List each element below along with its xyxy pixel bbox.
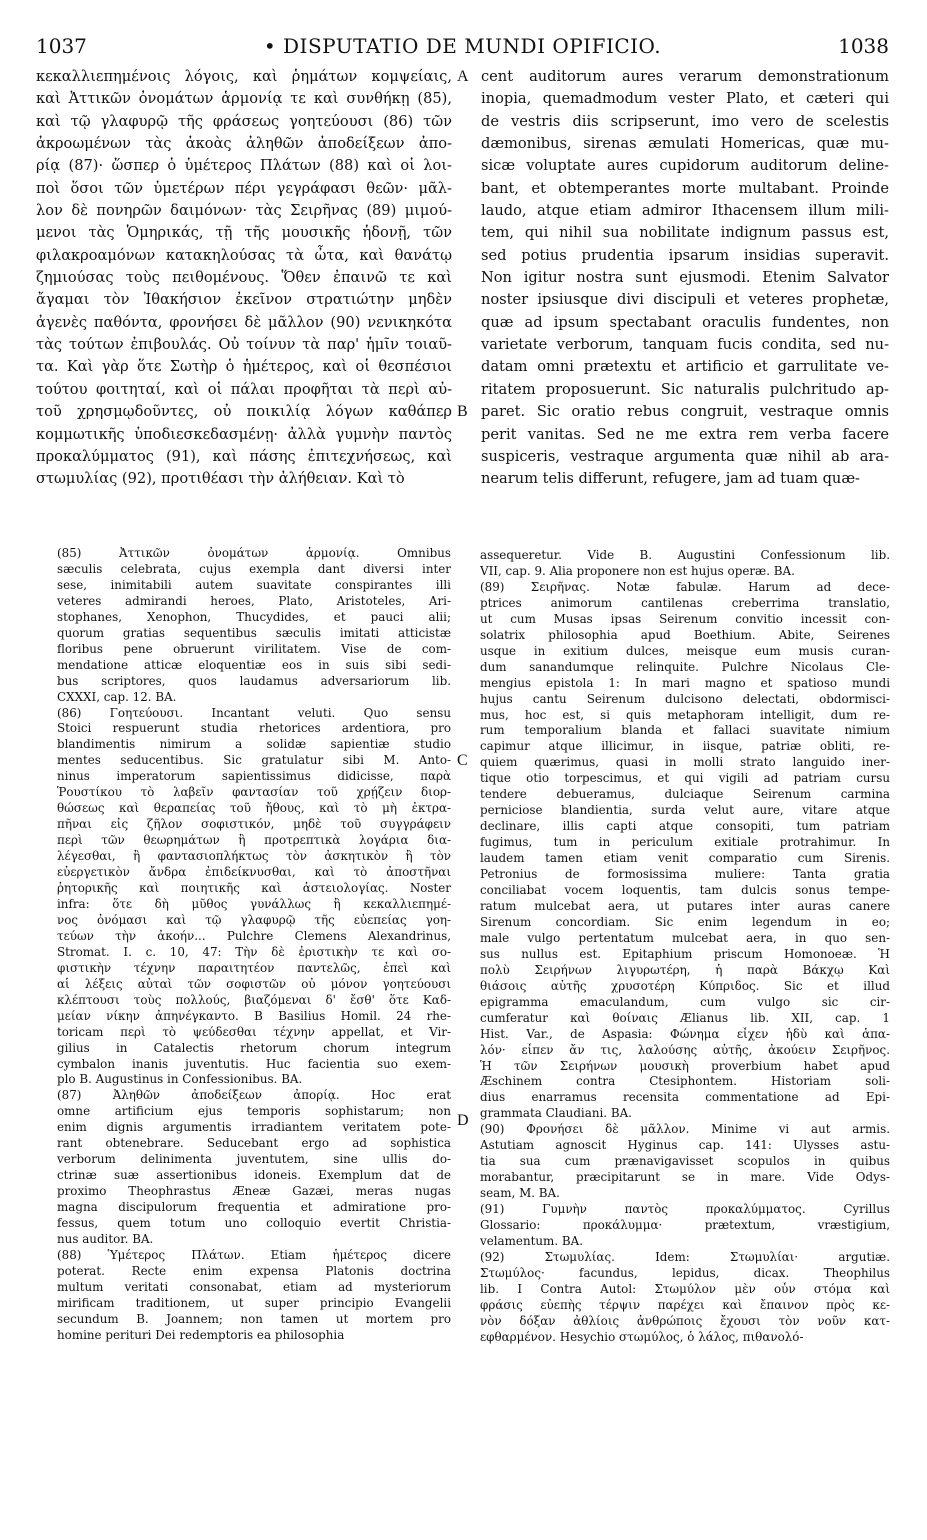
- page-number-right: 1038: [838, 34, 889, 58]
- text-line: assequeretur. Vide B. Augustini Confessionum lib.: [480, 548, 890, 562]
- text-line: plo B. Augustinus in Confessionibus. BA.: [57, 1072, 303, 1087]
- text-line: sese, inimitabili autem suavitate conspirantes illi: [57, 577, 451, 592]
- text-line: dum sanandumque relinquite. Pulchre Nicolaus Cle-: [480, 659, 890, 674]
- text-line: Ῥουστίκου τὸ λαβεῖν φαντασίαν τοῦ χρῄζειν διορ-: [57, 785, 451, 800]
- text-line: nus auditor. BA.: [57, 1231, 154, 1246]
- text-line: multum veritati consonabat, etiam ad mysteriorum: [57, 1279, 451, 1294]
- text-line: epigramma emaculandum, cum vulgo sic cir-: [480, 994, 890, 1009]
- text-line: usque in exitium dulces, meisque eum musis curan-: [480, 643, 890, 658]
- text-line: fugimus, tum in periculum exitiale protrahimur. In: [480, 835, 890, 850]
- page-number-left: 1037: [36, 34, 87, 58]
- text-line: τοῦ χρησμῳδοῦντες, οὐ ποικιλίᾳ λόγων καθάπερ: [36, 403, 452, 421]
- text-line: varietate verborum, tanquam fucis condita, sed nu-: [481, 336, 889, 354]
- text-line: toricam περὶ τὸ ψεύδεσθαι τέχνην appellat, et Vir-: [57, 1024, 451, 1039]
- text-line: ἀγενὲς παθόντα, φρονήσει δὲ μᾶλλον (90) νενικηκότα: [36, 313, 452, 331]
- text-line: hujus cantu Seirenum dulcisono delectati, obdormisci-: [480, 691, 890, 706]
- greek-text-column: [36, 66, 452, 491]
- margin-marker-a: A: [457, 68, 469, 85]
- text-line: de vestris diis scripserunt, imo vero de scelestis: [481, 112, 889, 130]
- text-line: blandimentis nimirum a solidæ sapientiæ studio: [57, 737, 451, 752]
- text-line: dæmonibus, sirenas æmulati Homericas, quæ mu-: [481, 135, 889, 153]
- text-line: Stromat. I. c. 10, 47: Τὴν δὲ ἐριστικὴν τε καὶ σο-: [57, 944, 451, 959]
- latin-text-column: [481, 66, 889, 491]
- text-line: ptrices animorum cantilenas creberrima translatio,: [480, 595, 890, 610]
- text-line: (90) Φρονήσει δὲ μᾶλλον. Minime vi aut armis.: [480, 1122, 890, 1137]
- text-line: λον δὲ πονηρῶν δαιμόνων· τὰς Σειρῆνας (89) μιμού-: [36, 202, 452, 220]
- text-line: seam, M. BA.: [480, 1186, 560, 1201]
- footnotes-right-column: [480, 548, 890, 1346]
- text-line: αἱ λέξεις αὐταὶ τῶν σοφιστῶν οὐ μόνον γοητεύουσι: [57, 976, 451, 991]
- text-line: conciliabat vocem loquentis, tam dulcis sonus tempe-: [480, 883, 890, 898]
- text-line: ratum mulcebat aera, ut putares inter auras canere: [480, 898, 890, 913]
- text-line: ποὶ ὅσοι τῶν ὑμετέρων πέρι γεγράφασι θεῶν· μᾶλ-: [36, 179, 452, 197]
- text-line: sæculis celebrata, cujus exempla dant diversi inter: [57, 561, 451, 576]
- text-line: (88) Ὑμέτερος Πλάτων. Etiam ἡμέτερος dicere: [57, 1247, 451, 1262]
- text-line: verborum delinimenta juventutem, sine ullis do-: [57, 1152, 451, 1167]
- text-line: κλέπτουσι τοὺς πολλούς, βιαζόμεναι δ' ἔσθ' ὅτε Καδ-: [57, 992, 451, 1007]
- text-line: cumferatur καὶ θοίναις Ælianus lib. XII, cap. 1: [480, 1010, 890, 1025]
- text-line: declinare, illis capti atque consopiti, tum patriam: [480, 819, 890, 834]
- margin-marker-b: B: [457, 403, 468, 420]
- text-line: rum temporalium blanda et fallaci suavitate nimium: [480, 723, 890, 738]
- text-line: tia sua cum prænavigavisset scopulos in quibus: [480, 1154, 890, 1169]
- text-line: πῆναι εἰς ζῆλον σοφιστικόν, μηδὲ τοῦ συγγράφειν: [57, 817, 451, 832]
- text-line: morabantur, præcipitarunt se in mare. Vide Odys-: [480, 1170, 890, 1185]
- text-line: Petronius de formosissima muliere: Tanta gratia: [480, 867, 890, 882]
- text-line: Ἡ τῶν Σειρήνων μουσικὴ proverbium habet apud: [480, 1058, 890, 1073]
- text-line: tendere debueramus, dulciaque Seirenum carmina: [480, 787, 890, 802]
- text-line: ζημιούσας τοὺς πειθομένους. Ὅθεν ἐπαινῶ τε καὶ: [36, 269, 452, 287]
- text-line: male vulgo pertentatum mulcebat aera, in quo sen-: [480, 930, 890, 945]
- text-line: ρίᾳ (87)· ὥσπερ ὁ ὑμέτερος Πλάτων (88) καὶ οἱ λοι-: [36, 157, 452, 175]
- text-line: tique otio torpescimus, et qui vigili ad patriam cursu: [480, 771, 890, 786]
- text-line: προκαλύμματος (91), καὶ πάσης ἐπιτεχνήσεως, καὶ: [36, 447, 452, 465]
- text-line: λέγεσθαι, ἢ φαντασιοπλήκτως τὸν ἀσκητικὸν ἢ τὸν: [57, 849, 451, 864]
- text-line: perit vanitas. Sed ne me extra rem verba facere: [481, 425, 889, 443]
- text-line: φράσις εὐεπὴς τέρψιν παρέχει καὶ ἔπαινον πρὸς κε-: [480, 1297, 890, 1312]
- text-line: fessus, quem totum uno colloquio evertit Christia-: [57, 1216, 451, 1231]
- text-line: (86) Γοητεύουσι. Incantant veluti. Quo sensu: [57, 705, 451, 720]
- text-line: grammata Claudiani. BA.: [480, 1106, 632, 1121]
- text-line: mendatione atticæ eloquentiæ eos in suis sibi sedi-: [57, 657, 451, 672]
- text-line: μενοι τὰς Ὁμηρικάς, τῇ τῆς μουσικῆς ἡδονῇ, τῶν: [36, 224, 452, 242]
- text-line: ritatem proposuerunt. Sic naturalis pulchritudo ap-: [481, 380, 889, 398]
- text-line: quæ ad ipsum spectabant oraculis fundentes, non: [481, 313, 889, 331]
- text-line: Hist. Var., de Aspasia: Φώνημα εἶχεν ἡδὺ καὶ ἁπα-: [480, 1026, 890, 1041]
- text-line: θιάσοις αὐτῆς χρυσοτέρη Κύπριδος. Sic et illud: [480, 978, 890, 993]
- text-line: θώσεως καὶ θεραπείας τοῦ ἤθους, καὶ τὸ μὴ ἐκτρα-: [57, 801, 451, 816]
- text-line: cymbalon inanis juventutis. Huc facientia suo exem-: [57, 1056, 451, 1071]
- text-line: τὰς τούτων ἐπιβουλάς. Οὐ τοίνυν τὰ παρ' ἡμῖν τοιαῦ-: [36, 336, 452, 354]
- text-line: capimur atque illicimur, in iisque, patriæ obliti, re-: [480, 739, 890, 754]
- margin-marker-c: C: [457, 752, 468, 769]
- text-line: floribus pene obruerunt virilitatem. Vise de com-: [57, 641, 451, 656]
- text-line: mirificam traditionem, ut super principio Evangelii: [57, 1295, 451, 1310]
- text-line: εὐεργετικὸν ἄνδρα ἐπιδείκνυσθαι, καὶ τὸ ἀποστῆναι: [57, 865, 451, 880]
- text-line: proximo Theophrastus Æneæ Gazæi, meras nugas: [57, 1184, 451, 1199]
- text-line: φιστικὴν τέχνην παραιτητέον παντελῶς, ἐπεὶ καὶ: [57, 960, 451, 975]
- text-line: solatrix philosophia apud Boethium. Abite, Seirenes: [480, 627, 890, 642]
- text-line: (92) Στωμυλίας. Idem: Στωμυλίαι· argutiæ.: [480, 1249, 890, 1264]
- text-line: homine perituri Dei redemptoris ea philosophia: [57, 1327, 345, 1342]
- text-line: ut cum Musas ipsas Seirenum convitio incessit con-: [480, 611, 890, 626]
- text-line: mus, hoc est, si quis metaphoram intelligit, dum re-: [480, 707, 890, 722]
- text-line: (91) Γυμνὴν παντὸς προκαλύμματος. Cyrillus: [480, 1202, 890, 1217]
- page-title: • DISPUTATIO DE MUNDI OPIFICIO.: [263, 34, 662, 58]
- text-line: Æschinem contra Ctesiphontem. Historiam soli-: [480, 1074, 890, 1089]
- text-line: nearum telis differunt, refugere, jam ad tuam quæ-: [481, 470, 860, 488]
- text-line: infra: ὅτε δὴ μῦθος γυνάλλως ἢ κεκαλλιεπημέ-: [57, 896, 451, 911]
- text-line: sicæ voluptate aures cupidorum auditorum deline-: [481, 157, 889, 175]
- text-line: sus nullus est. Epitaphium priscum Homonoeæ. Ἡ: [480, 946, 890, 961]
- text-line: VII, cap. 9. Alia proponere non est hujus operæ. BA.: [480, 563, 795, 578]
- running-header: [36, 34, 889, 62]
- text-line: velamentum. BA.: [480, 1233, 583, 1248]
- text-line: κομμωτικῆς ὑποδιεσκεδασμένῃ· ἀλλὰ γυμνὴν παντὸς: [36, 425, 452, 443]
- text-line: poterat. Recte enim expensa Platonis doctrina: [57, 1263, 451, 1278]
- text-line: φιλακροαμόνων κατακηλούσας τὰ ὦτα, καὶ θανάτῳ: [36, 246, 452, 264]
- text-line: lib. I Contra Autol: Στωμύλον μὲν οὖν στόμα καὶ: [480, 1281, 890, 1296]
- text-line: laudem tamen etiam venit comparatio cum Sirenis.: [480, 851, 890, 866]
- text-line: (89) Σειρῆνας. Notæ fabulæ. Harum ad dece-: [480, 579, 890, 594]
- text-line: ἀκροωμένων τὰς ἀκοὰς ἀληθῶν ἀποδείξεων ἀπο-: [36, 135, 452, 153]
- text-line: sed potius prudentia ipsarum insidias superavit.: [481, 246, 889, 264]
- text-line: λόν· εἶπεν ἄν τις, λαλούσης αὐτῆς, ἀκούειν Σειρῆνος.: [480, 1042, 890, 1057]
- text-line: μείαν νίκην ἀπηνέγκαντο. B Basilius Homil. 24 rhe-: [57, 1008, 451, 1023]
- text-line: perniciose blandientia, surda velut aure, vitare atque: [480, 803, 890, 818]
- text-line: (85) Ἀττικῶν ὀνομάτων ἁρμονίᾳ. Omnibus: [57, 546, 451, 560]
- text-line: secundum B. Joannem; non tamen ut mortem pro: [57, 1311, 451, 1326]
- text-line: quorum gratias sequentibus sæculis imitati atticistæ: [57, 625, 451, 640]
- text-line: εφθαρμένον. Hesychio στωμύλος, ὁ λάλος, πιθανολό-: [480, 1329, 804, 1344]
- text-line: (87) Ἀληθῶν ἀποδείξεων ἀπορίᾳ. Hoc erat: [57, 1088, 451, 1103]
- text-line: bant, et obtemperantes morte multabant. Proinde: [481, 179, 889, 197]
- text-line: ἄγαμαι τὸν Ἰθακήσιον ἐκεῖνον στρατιώτην μηδὲν: [36, 291, 452, 309]
- text-line: Glossario: προκάλυμμα· prætextum, vræstigium,: [480, 1218, 890, 1233]
- text-line: περὶ τῶν θεωρημάτων ἢ προτρεπτικὰ λογάρια δια-: [57, 833, 451, 848]
- text-line: Stoici respuerunt studia rhetorices ardentiora, pro: [57, 721, 451, 736]
- text-line: καὶ Ἀττικῶν ὀνομάτων ἁρμονίᾳ τε καὶ συνθήκῃ (85),: [36, 90, 452, 108]
- text-line: mentes seducentibus. Sic gratulatur sibi M. Anto-: [57, 753, 451, 768]
- text-line: CXXXI, cap. 12. BA.: [57, 689, 177, 704]
- margin-marker-d: D: [457, 1112, 469, 1129]
- text-line: τούτου φοιτηταί, καὶ οἱ πάλαι προφῆται τὰ περὶ αὐ-: [36, 380, 452, 398]
- text-line: quiem quærimus, quasi in molli strato languido iner-: [480, 755, 890, 770]
- text-line: ctrinæ suæ assertionibus idoneis. Exemplum dat de: [57, 1168, 451, 1183]
- text-line: datam omni prætextu et artificio et garrulitate ve-: [481, 358, 889, 376]
- text-line: mengius epistola 1: In mari magno et spatioso mundi: [480, 675, 890, 690]
- text-line: bus scriptores, quos laudamus adversariorum lib.: [57, 673, 451, 688]
- text-line: gilius in Catalectis rhetorum chorum integrum: [57, 1040, 451, 1055]
- text-line: τεύων τὴν ἀκοήν... Pulchre Clemens Alexandrinus,: [57, 928, 451, 943]
- text-line: enim dignis argumentis irradiantem veritatem pote-: [57, 1120, 451, 1135]
- text-line: omne artificium ejus temporis sophistarum; non: [57, 1104, 451, 1119]
- text-line: καὶ τῷ γλαφυρῷ τῆς φράσεως γοητεύουσι (86) τῶν: [36, 112, 452, 130]
- text-line: noster ipsiusque divi discipuli et veteres prophetæ,: [481, 291, 889, 309]
- text-line: ῥητορικῆς καὶ ποιητικῆς καὶ ἀστειολογίας. Noster: [57, 881, 451, 896]
- text-line: νος ὀνόμασι καὶ τῷ γλαφυρῷ τῆς εὐεπείας γοη-: [57, 912, 451, 927]
- text-line: πολὺ Σειρήνων λιγυρωτέρη, ἡ παρὰ Βάκχῳ Καὶ: [480, 962, 890, 977]
- text-line: Sirenum concordiam. Sic enim legendum in eo;: [480, 914, 890, 929]
- text-line: veteres admirandi heroes, Plato, Aristoteles, Ari-: [57, 593, 451, 608]
- text-line: dius enarramus recensita commentatione ad Epi-: [480, 1090, 890, 1105]
- text-line: Astutiam agnoscit Hyginus cap. 141: Ulysses astu-: [480, 1138, 890, 1153]
- text-line: magna discipulorum frequentia et admiratione pro-: [57, 1200, 451, 1215]
- text-line: tem, qui nihil sua nobilitate indignum passus est,: [481, 224, 889, 242]
- text-line: suspiceris, vestraque argumenta quæ nihil ab ara-: [481, 447, 889, 465]
- text-line: Non igitur nostra sunt ejusmodi. Etenim Salvator: [481, 269, 889, 287]
- text-line: Στωμύλος· facundus, lepidus, dicax. Theophilus: [480, 1265, 890, 1280]
- text-line: νὸν δόξαν ἀθλίοις ἀνθρώποις ἔχουσι τὸν νοῦν κατ-: [480, 1313, 890, 1328]
- text-line: cent auditorum aures verarum demonstrationum: [481, 68, 889, 85]
- text-line: στωμυλίας (92), προτιθέασι τὴν ἀλήθειαν. Καὶ τὸ: [36, 470, 405, 488]
- text-line: stophanes, Xenophon, Thucydides, et pauci alii;: [57, 609, 451, 624]
- text-line: paret. Sic oratio rebus congruit, vestraque omnis: [481, 403, 889, 421]
- text-line: κεκαλλιεπημένοις λόγοις, καὶ ῥημάτων κομψείαις,: [36, 68, 452, 85]
- text-line: inopia, quemadmodum vester Plato, et cæteri qui: [481, 90, 889, 108]
- text-line: ninus imperatorum sapientissimus didicisse, παρὰ: [57, 769, 451, 784]
- text-line: laudo, atque etiam admiror Ithacensem illum mili-: [481, 202, 889, 220]
- text-line: rant obtenebrare. Seducebant ergo ad sophistica: [57, 1136, 451, 1151]
- text-line: τα. Καὶ γὰρ ὅτε Σωτὴρ ὁ ἡμέτερος, καὶ οἱ θεσπέσιοι: [36, 358, 452, 376]
- footnotes-left-column: [57, 546, 451, 1344]
